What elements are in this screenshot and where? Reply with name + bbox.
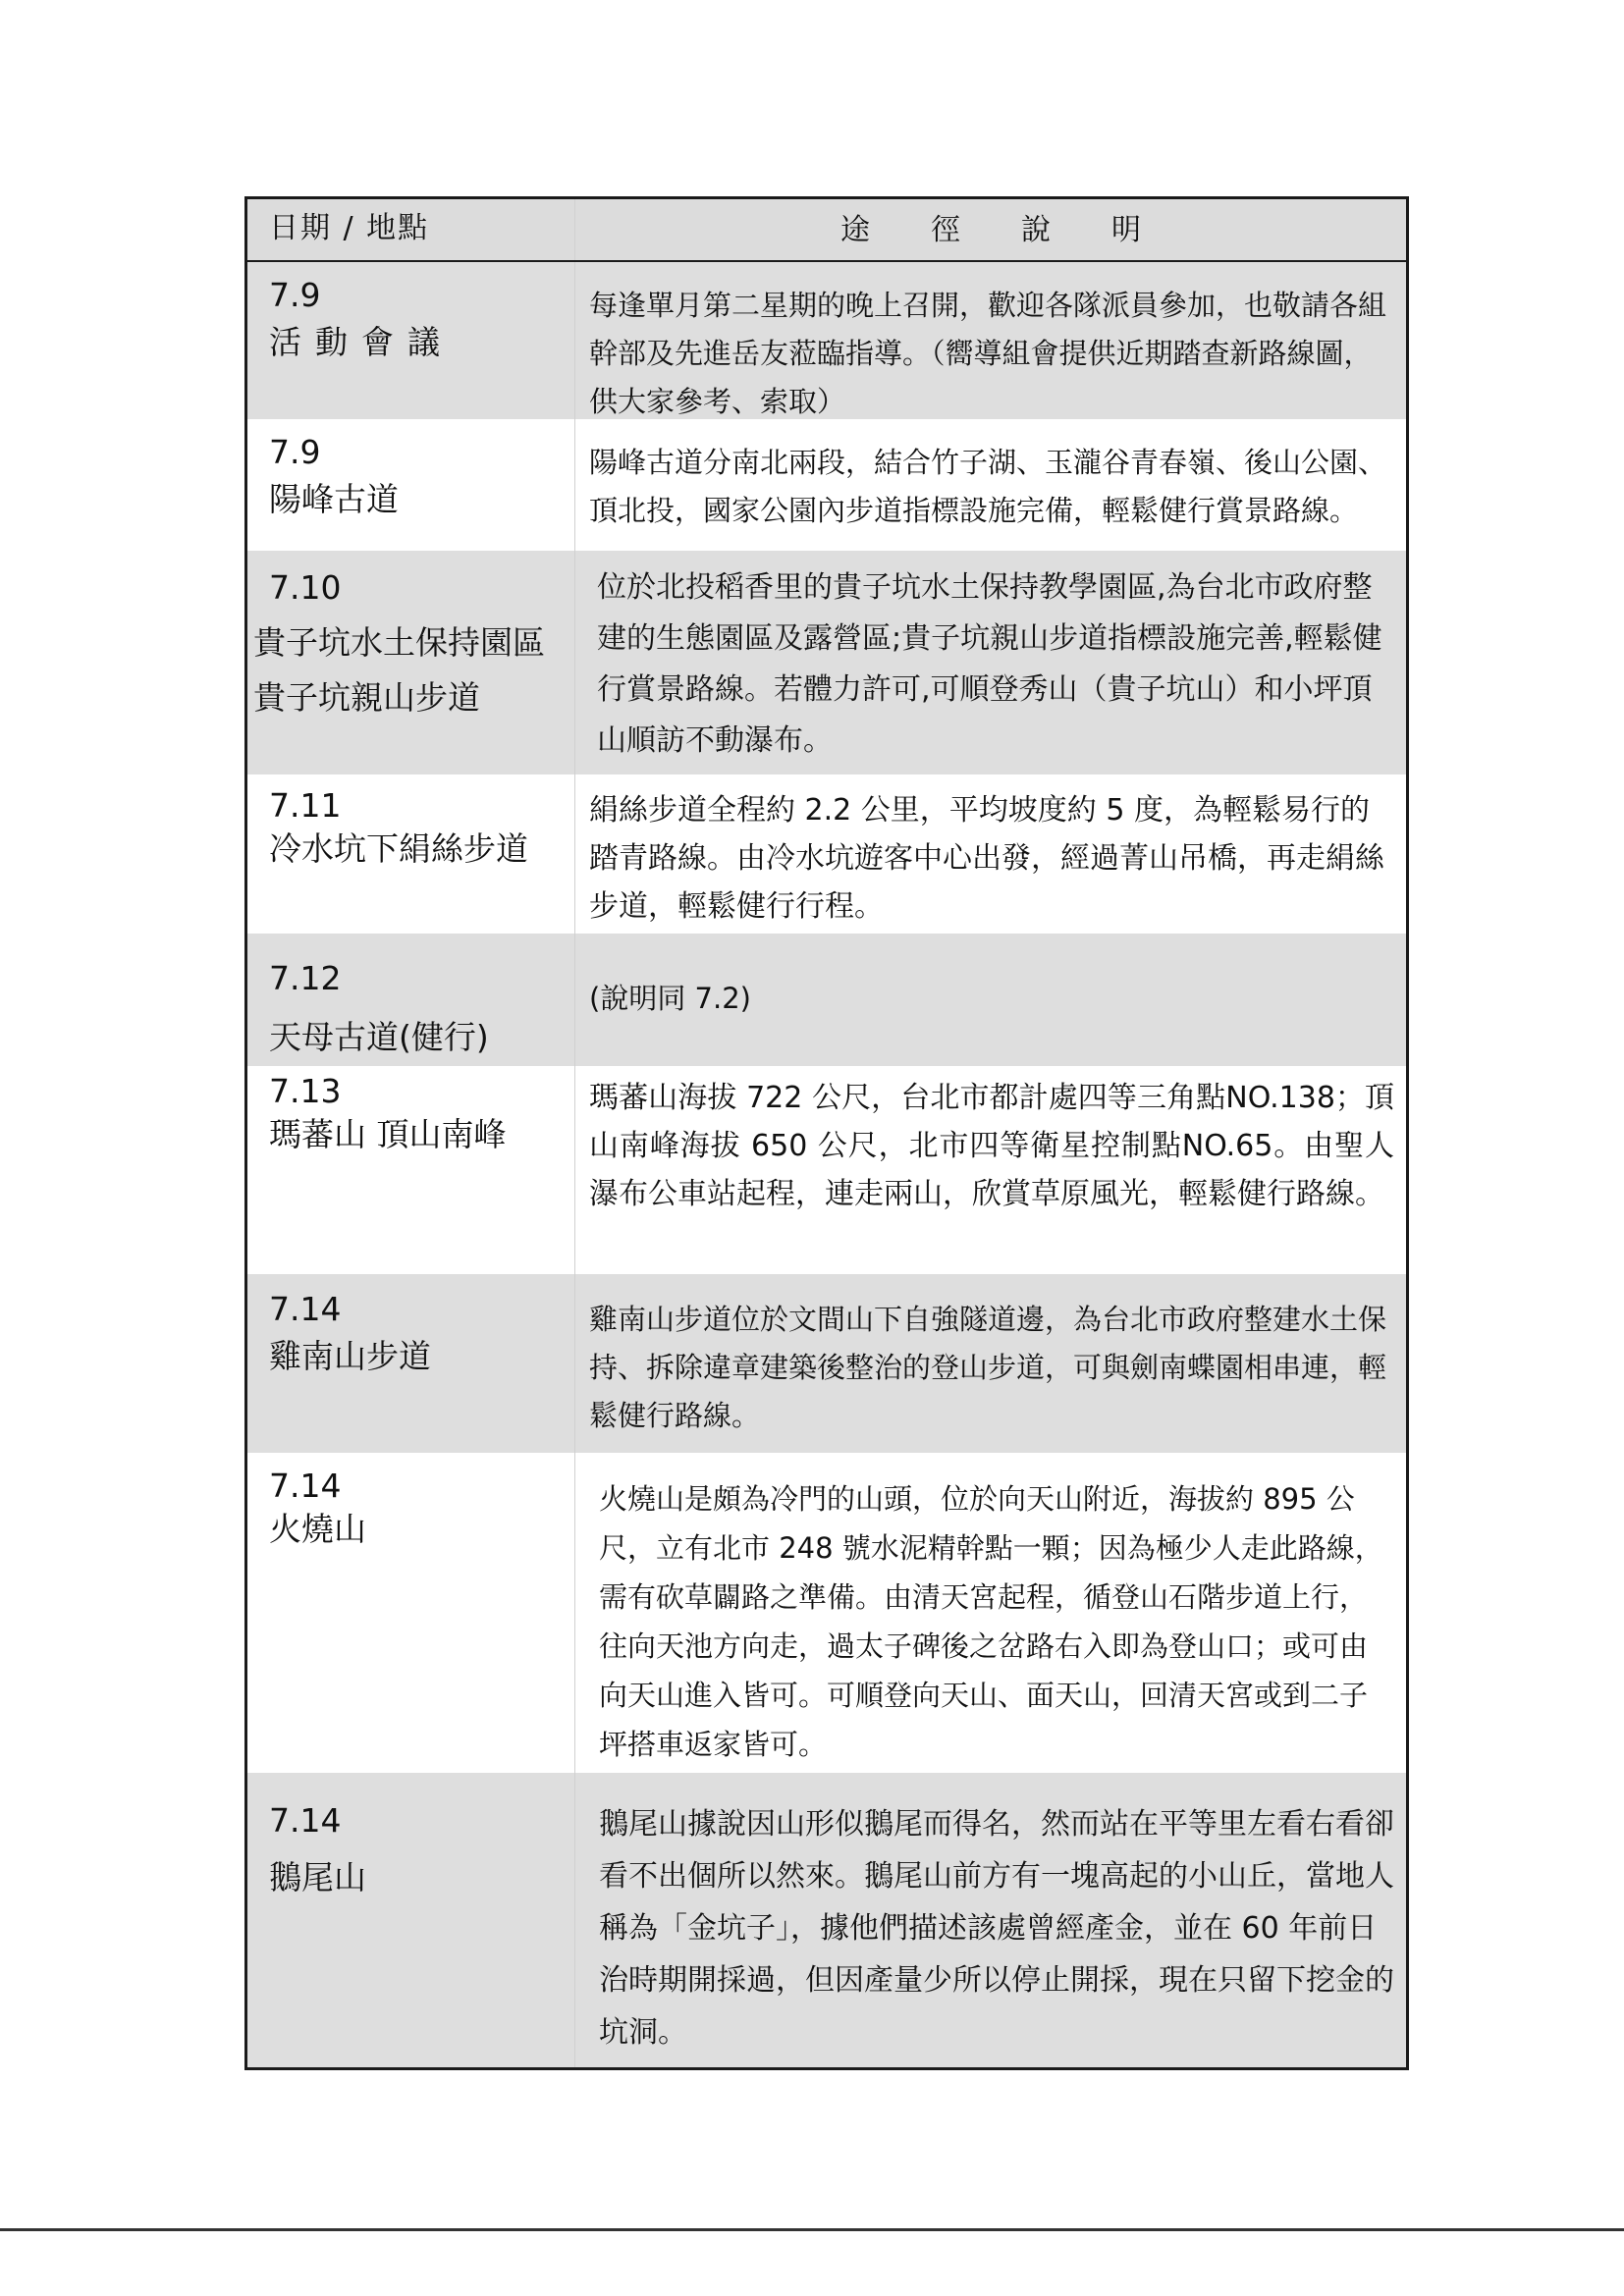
table-row [247, 1773, 1406, 2067]
row-date: 7.9 [269, 433, 321, 471]
row-description [575, 774, 1406, 934]
row-description [575, 419, 1406, 551]
row-place: 活動會議 [269, 323, 454, 361]
row-place-secondary: 貴子坑親山步道 [253, 678, 480, 717]
row-description [575, 1773, 1406, 2067]
row-date: 7.10 [269, 568, 342, 607]
row-date: 7.12 [269, 959, 342, 997]
row-date: 7.14 [269, 1290, 342, 1328]
schedule-table [244, 196, 1409, 2070]
row-description-text: (說明同 7.2) [589, 982, 751, 1015]
row-date-place [247, 1066, 575, 1274]
row-place: 雞南山步道 [269, 1337, 431, 1375]
row-date-place [247, 1453, 575, 1773]
row-description-text: 絹絲步道全程約 2.2 公里，平均坡度約 5 度，為輕鬆易行的踏青路線。由冷水坑遊客中心出發，經過菁山吊橋，再走絹絲步道，輕鬆健行行程。 [589, 793, 1384, 924]
row-date-place [247, 774, 575, 934]
row-description [575, 262, 1406, 419]
row-date: 7.13 [269, 1072, 342, 1110]
row-place: 貴子坑水土保持園區 [253, 623, 545, 662]
table-row [247, 1453, 1406, 1773]
table-row [247, 551, 1406, 774]
row-place: 天母古道(健行) [269, 1018, 489, 1056]
table-header [247, 199, 1406, 262]
row-description-text: 鵝尾山據說因山形似鵝尾而得名，然而站在平等里左看右看卻看不出個所以然來。鵝尾山前方有一塊高起的小山丘，當地人稱為「金坑子」，據他們描述該處曾經產金，並在 60 年前日治時期開採過，但因產量少所以停止開採，現在只留下挖金的坑洞。 [599, 1807, 1394, 2050]
row-date-place [247, 551, 575, 774]
row-description-text: 每逢單月第二星期的晚上召開，歡迎各隊派員參加，也敬請各組幹部及先進岳友蒞臨指導。（嚮導組會提供近期踏查新路線圖，供大家參考、索取） [589, 289, 1387, 418]
row-date-place [247, 934, 575, 1066]
table-row [247, 774, 1406, 934]
row-description-text: 位於北投稻香里的貴子坑水土保持教學園區,為台北市政府整建的生態園區及露營區;貴子坑親山步道指標設施完善,輕鬆健行賞景路線。若體力許可,可順登秀山（貴子坑山）和小坪頂山順訪不動瀑布。 [597, 570, 1382, 758]
row-date: 7.14 [269, 1801, 342, 1840]
table-row [247, 1066, 1406, 1274]
row-description [575, 934, 1406, 1066]
table-row [247, 262, 1406, 419]
row-place: 陽峰古道 [269, 480, 399, 518]
row-description-text: 火燒山是頗為冷門的山頭，位於向天山附近，海拔約 895 公尺，立有北市 248 號水泥精幹點一顆；因為極少人走此路線，需有砍草闢路之準備。由清天宮起程，循登山石階步道上行，往向天池方向走，過太子碑後之岔路右入即為登山口；或可由向天山進入皆可。可順登向天山、面天山，回清天宮或到二子坪搭車返家皆可。 [599, 1482, 1383, 1761]
row-date-place [247, 262, 575, 419]
table-row [247, 934, 1406, 1066]
header-route-description: 途徑說明 [840, 213, 1202, 247]
row-description [575, 1274, 1406, 1453]
row-date: 7.9 [269, 276, 321, 314]
header-date-place: 日期 / 地點 [247, 199, 575, 260]
row-place: 火燒山 [269, 1510, 366, 1548]
row-date: 7.14 [269, 1467, 342, 1505]
row-date-place [247, 1773, 575, 2067]
row-description [575, 551, 1406, 774]
row-description-text: 陽峰古道分南北兩段，結合竹子湖、玉瀧谷青春嶺、後山公園、頂北投，國家公園內步道指標設施完備，輕鬆健行賞景路線。 [589, 446, 1387, 527]
row-description-text: 瑪蕃山海拔 722 公尺，台北市都計處四等三角點NO.138；頂山南峰海拔 650 公尺，北市四等衛星控制點NO.65。由聖人瀑布公車站起程，連走兩山，欣賞草原風光，輕鬆健行路線。 [589, 1081, 1394, 1211]
row-description-text: 雞南山步道位於文間山下自強隧道邊，為台北市政府整建水土保持、拆除違章建築後整治的登山步道，可與劍南蝶園相串連，輕鬆健行路線。 [589, 1303, 1387, 1432]
table-row [247, 419, 1406, 551]
table-row [247, 1274, 1406, 1453]
row-date-place [247, 419, 575, 551]
row-place: 鵝尾山 [269, 1858, 366, 1896]
row-date-place [247, 1274, 575, 1453]
row-place: 瑪蕃山 頂山南峰 [269, 1115, 507, 1153]
row-description [575, 1066, 1406, 1274]
row-description [575, 1453, 1406, 1773]
footer-divider [0, 2228, 1624, 2231]
row-date: 7.11 [269, 786, 342, 825]
row-place: 冷水坑下絹絲步道 [269, 829, 528, 868]
